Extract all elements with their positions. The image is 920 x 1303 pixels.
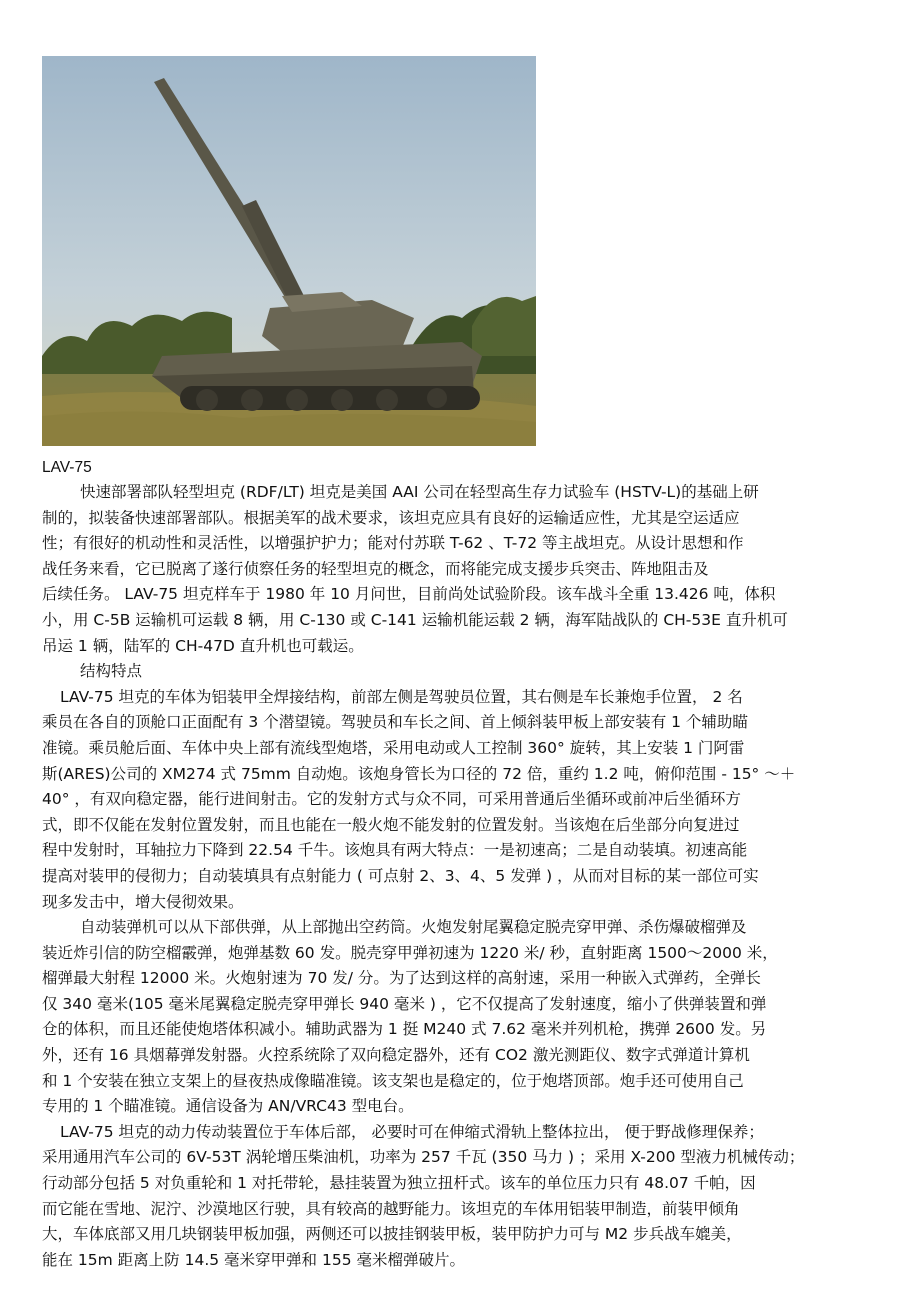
paragraph-line: 乘员在各自的顶舱口正面配有 3 个潜望镜。驾驶员和车长之间、首上倾斜装甲板上部安装有 1 个辅助瞄 <box>42 713 748 732</box>
paragraph-line: 式，即不仅能在发射位置发射，而且也能在一般火炮不能发射的位置发射。当该炮在后坐部分向复进过 <box>42 815 740 834</box>
paragraph-line: LAV-75 坦克的动力传动装置位于车体后部， 必要时可在伸缩式滑轨上整体拉出， 便于野战修理保养； <box>60 1122 764 1141</box>
paragraph-line: 制的，拟装备快速部署部队。根据美军的战术要求，该坦克应具有良好的运输适应性，尤其是空运适应 <box>42 508 740 527</box>
paragraph-line: 后续任务。 LAV-75 坦克样车于 1980 年 10 月问世，目前尚处试验阶段。该车战斗全重 13.426 吨，体积 <box>42 585 776 604</box>
tank-photo-illustration <box>42 56 536 446</box>
paragraph-line: 性；有很好的机动性和灵活性，以增强护护力；能对付苏联 T-62 、T-72 等主战坦克。从设计思想和作 <box>42 534 744 553</box>
paragraph-line: 装近炸引信的防空榴霰弹，炮弹基数 60 发。脱壳穿甲弹初速为 1220 米/ 秒，直射距离 1500～2000 米， <box>42 943 778 962</box>
paragraph-line: 现多发击中，增大侵彻效果。 <box>42 892 244 911</box>
paragraph-line: 仓的体积，而且还能使炮塔体积减小。辅助武器为 1 挺 M240 式 7.62 毫米并列机枪，携弹 2600 发。另 <box>42 1020 767 1039</box>
paragraph-line: 快速部署部队轻型坦克 (RDF/LT) 坦克是美国 AAI 公司在轻型高生存力试验车 (HSTV-L)的基础上研 <box>80 483 759 501</box>
paragraph-line: 40° ，有双向稳定器，能行进间射击。它的发射方式与众不同，可采用普通后坐循环或前冲后坐循环方 <box>42 790 741 809</box>
paragraph-line: 而它能在雪地、泥泞、沙漠地区行驶，具有较高的越野能力。该坦克的车体用铝装甲制造，前装甲倾角 <box>42 1199 740 1218</box>
paragraph-line: 专用的 1 个瞄准镜。通信设备为 AN/VRC43 型电台。 <box>42 1097 414 1116</box>
section-heading: 结构特点 <box>80 662 143 681</box>
paragraph-line: 外，还有 16 具烟幕弹发射器。火控系统除了双向稳定器外，还有 CO2 激光测距仪、数字式弹道计算机 <box>42 1046 750 1065</box>
document-title: LAV-75 <box>42 459 92 476</box>
paragraph-line: 斯(ARES)公司的 XM274 式 75mm 自动炮。该炮身管长为口径的 72 倍，重约 1.2 吨，俯仰范围 - 15° ～＋ <box>42 764 796 783</box>
paragraph-line: 榴弹最大射程 12000 米。火炮射速为 70 发/ 分。为了达到这样的高射速，采用一种嵌入式弹药，全弹长 <box>42 969 761 988</box>
paragraph-line: 吊运 1 辆，陆军的 CH-47D 直升机也可载运。 <box>42 636 364 655</box>
paragraph-line: 程中发射时，耳轴拉力下降到 22.54 千牛。该炮具有两大特点：一是初速高；二是自动装填。初速高能 <box>42 841 748 860</box>
paragraph-line: 战任务来看，它已脱离了遂行侦察任务的轻型坦克的概念，而将能完成支援步兵突击、阵地阻击及 <box>42 559 709 578</box>
paragraph-line: 准镜。乘员舱后面、车体中央上部有流线型炮塔，采用电动或人工控制 360° 旋转，其上安装 1 门阿雷 <box>42 738 745 757</box>
paragraph-line: 行动部分包括 5 对负重轮和 1 对托带轮，悬挂装置为独立扭杆式。该车的单位压力只有 48.07 千帕，因 <box>42 1174 756 1193</box>
paragraph-line: 自动装弹机可以从下部供弹，从上部抛出空药筒。火炮发射尾翼稳定脱壳穿甲弹、杀伤爆破榴弹及 <box>80 918 747 937</box>
paragraph-line: 能在 15m 距离上防 14.5 毫米穿甲弹和 155 毫米榴弹破片。 <box>42 1250 465 1269</box>
paragraph-line: 采用通用汽车公司的 6V-53T 涡轮增压柴油机，功率为 257 千瓦 (350 马力 ) ；采用 X-200 型液力机械传动； <box>42 1148 805 1167</box>
paragraph-line: 仅 340 毫米(105 毫米尾翼稳定脱壳穿甲弹长 940 毫米 ) ，它不仅提高了发射速度，缩小了供弹装置和弹 <box>42 994 767 1013</box>
paragraph-line: 提高对装甲的侵彻力；自动装填具有点射能力 ( 可点射 2、3、4、5 发弹 ) ，从而对目标的某一部位可实 <box>42 866 759 885</box>
article-body <box>42 480 880 1273</box>
paragraph-line: 和 1 个安装在独立支架上的昼夜热成像瞄准镜。该支架也是稳定的，位于炮塔顶部。炮手还可使用自己 <box>42 1071 744 1090</box>
paragraph-line: LAV-75 坦克的车体为铝装甲全焊接结构，前部左侧是驾驶员位置，其右侧是车长兼炮手位置， 2 名 <box>60 687 743 706</box>
tank-photo <box>42 56 536 446</box>
paragraph-line: 大，车体底部又用几块钢装甲板加强，两侧还可以披挂钢装甲板，装甲防护力可与 M2 步兵战车媲美， <box>42 1225 742 1244</box>
paragraph-line: 小，用 C-5B 运输机可运载 8 辆，用 C-130 或 C-141 运输机能运载 2 辆，海军陆战队的 CH-53E 直升机可 <box>42 610 788 629</box>
